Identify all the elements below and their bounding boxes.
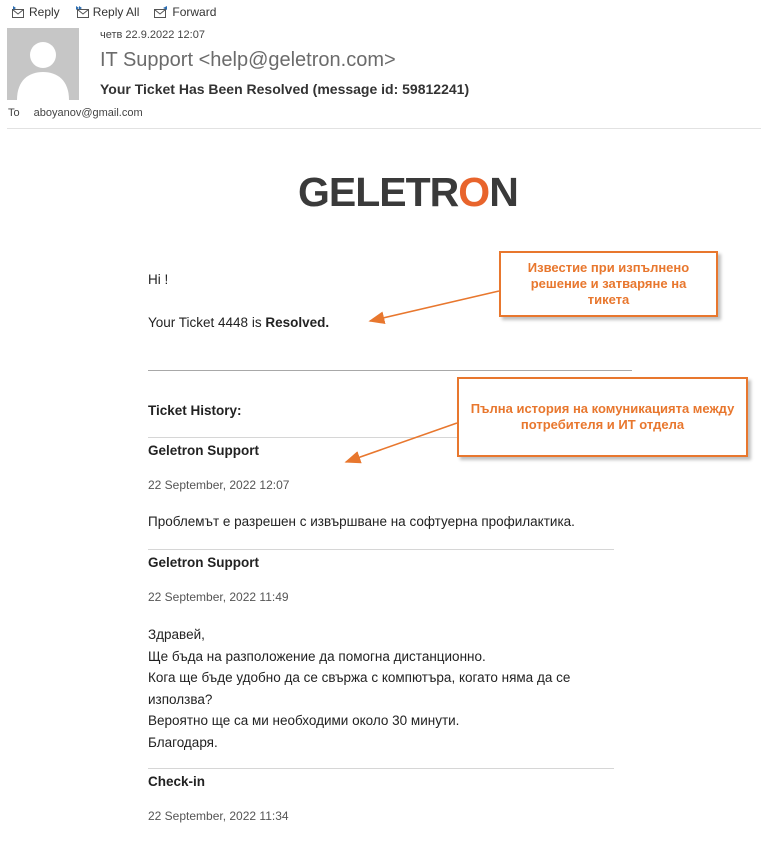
history-separator: [148, 768, 614, 769]
sender-avatar[interactable]: [7, 28, 79, 100]
recipient-address[interactable]: aboyanov@gmail.com: [33, 107, 143, 119]
history-timestamp: 22 September, 2022 11:34: [148, 809, 289, 823]
logo-power-o: O: [458, 169, 490, 215]
logo-prefix: GELETR: [298, 169, 459, 215]
sender-name[interactable]: IT Support <help@geletron.com>: [100, 49, 396, 71]
resolved-callout-text: Известие при изпълнено решение и затваряне на тикета: [527, 260, 690, 307]
message-line: Кога ще бъде удобно да се свържа с компютъра, когато няма да се използва?: [148, 670, 571, 707]
history-timestamp: 22 September, 2022 11:49: [148, 590, 289, 604]
ticket-status-line: [148, 315, 638, 330]
history-timestamp: 22 September, 2022 12:07: [148, 478, 290, 492]
history-message: [148, 624, 618, 753]
logo-suffix: N: [489, 169, 518, 215]
reply-all-label: Reply All: [92, 5, 140, 19]
forward-button[interactable]: [153, 5, 216, 19]
history-author: Geletron Support: [148, 443, 259, 458]
ticket-text: Your Ticket 4448 is: [148, 315, 266, 330]
history-separator: [148, 549, 614, 550]
reply-icon: [10, 5, 26, 19]
history-callout-text: Пълна история на комуникацията между потребителя и ИТ отдела: [470, 401, 735, 432]
forward-icon: [153, 5, 169, 19]
person-icon: [7, 28, 79, 100]
header-divider: [7, 128, 761, 129]
message-line: Благодаря.: [148, 734, 218, 750]
reply-label: Reply: [29, 5, 60, 19]
recipient-row: [8, 107, 143, 119]
arrow-to-history: [346, 423, 457, 462]
history-author: Check-in: [148, 774, 206, 789]
history-callout: [457, 377, 748, 457]
body-divider: [148, 370, 632, 371]
reply-all-button[interactable]: [74, 5, 140, 19]
message-actions: [10, 5, 216, 19]
forward-label: Forward: [172, 5, 217, 19]
greeting: Hi !: [148, 272, 169, 287]
message-subject: Your Ticket Has Been Resolved (message id: 59812241): [100, 81, 470, 97]
geletron-logo: [298, 169, 518, 215]
resolved-callout: [499, 251, 718, 317]
to-label: To: [8, 107, 20, 119]
reply-all-icon: [74, 5, 90, 19]
history-title: Ticket History:: [148, 403, 242, 418]
reply-button[interactable]: [10, 5, 60, 19]
message-line: Вероятно ще са ми необходими около 30 минути.: [148, 713, 460, 728]
ticket-status: Resolved.: [265, 315, 330, 330]
message-line: Проблемът е разрешен с извършване на софтуерна профилактика.: [148, 514, 575, 529]
message-date: четв 22.9.2022 12:07: [100, 29, 205, 41]
history-message: [148, 511, 618, 533]
history-author: Geletron Support: [148, 555, 259, 570]
message-line: Здравей,: [148, 627, 205, 642]
message-line: Ще бъда на разположение да помогна дистанционно.: [148, 648, 486, 664]
